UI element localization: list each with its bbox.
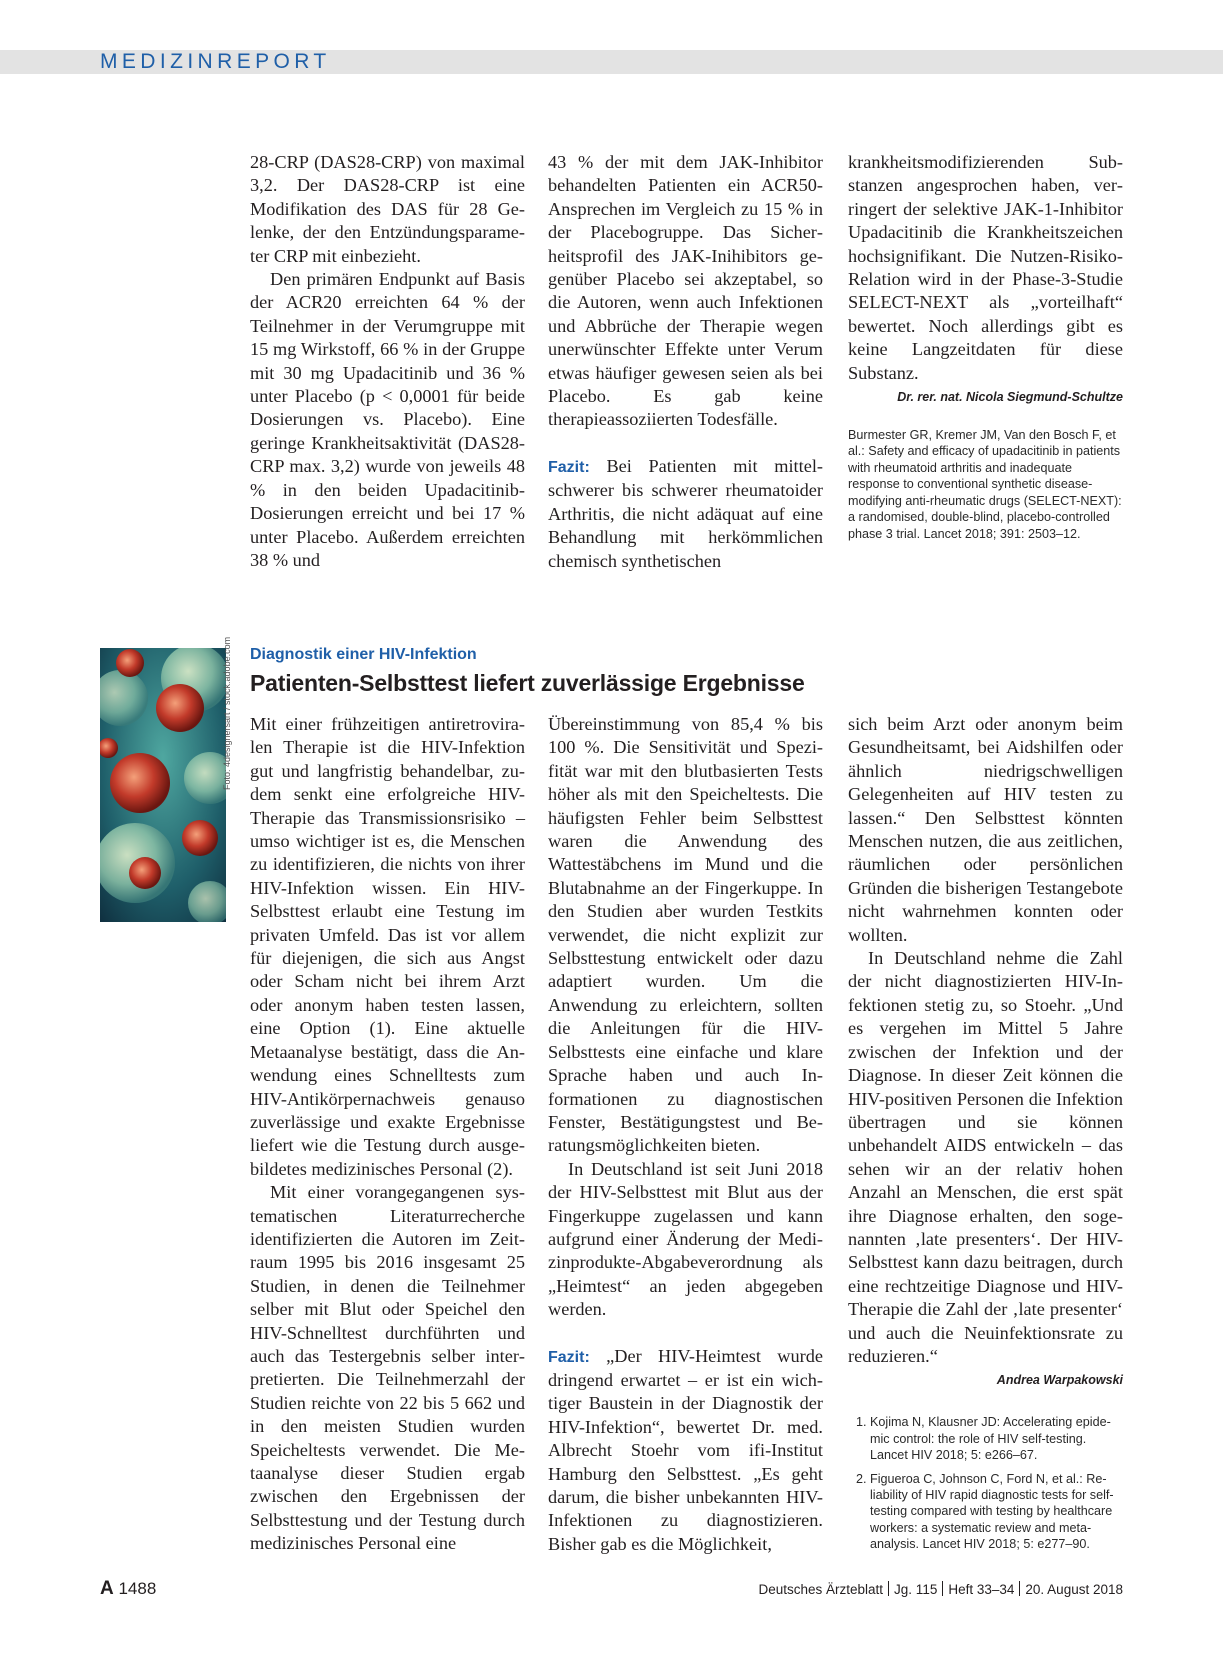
reference-text: Kojima N, Klausner JD: Accelerating epidemic control: the role of HIV self-testing. Lancet HIV 2018; 5: e266–67. [870, 1415, 1111, 1462]
section-label: MEDIZINREPORT [100, 50, 331, 73]
paragraph: 28-CRP (DAS28-CRP) von maximal 3,2. Der DAS28-CRP ist eine Modifikation des DAS für 28 Gelenke, der den Entzündungsparameter CRP mit einbezieht. [250, 152, 525, 266]
journal-date: 20. August 2018 [1025, 1582, 1123, 1597]
separator [942, 1581, 943, 1596]
photo-credit: Foto: 4designersart / stock.adobe.com [222, 636, 232, 790]
fazit-label: Fazit: [548, 1348, 590, 1366]
paragraph: krankheitsmodifizierenden Substanzen angesprochen haben, verringert der selektive JAK-1-Inhibitor Upadacitinib die Krankheitszeichen hochsignifikant. Die Nutzen-Risiko-Relation wird in der Phase-3-Studie SELECT-NEXT als „vorteilhaft“ bewertet. Noch allerdings gibt es keine Langzeitdaten für diese Substanz. [848, 152, 1123, 383]
page-number-value: 1488 [118, 1579, 157, 1598]
fazit-text: Bei Patienten mit mittelschwerer bis schwerer rheumatoider Arthritis, die nicht adäquat auf eine Behandlung mit herkömmlichen chemisch synthetischen [548, 455, 823, 571]
journal-issue: Heft 33–34 [948, 1582, 1015, 1597]
paragraph: Mit einer frühzeitigen antiretroviralen Therapie ist die HIV-Infektion gut und langfristig behandelbar, zudem senkt eine erfolgreiche HIV-Therapie das Transmissionsrisiko – umso wichtiger ist es, die Menschen zu identifizieren, die nichts von ihrer HIV-Infektion wissen. Ein HIV-Selbsttest erlaubt eine Testung im privaten Umfeld. Das ist vor allem für diejenigen, die sich aus Angst oder Scham nicht bei ihrem Arzt oder anonym haben testen lassen, eine Option (1). Eine aktuelle Metaanalyse bestätigt, dass die Anwendung eines Schnelltests zum HIV-Antikörpernachweis genauso zuverlässige und exakte Ergebnisse liefert wie die Testung durch ausgebildetes medizinisches Personal (2). [250, 714, 525, 1179]
separator [1019, 1581, 1020, 1596]
hiv-article-column-1 [250, 713, 525, 1556]
reference-text: Figueroa C, Johnson C, Ford N, et al.: Reliability of HIV rapid diagnostic tests for self-testing compared with testing by healthcare workers: a systematic review and meta-analysis. Lancet HIV 2018; 5: e277–90. [870, 1471, 1114, 1551]
paragraph: Mit einer vorangegangenen systematischen Literaturrecherche identifizierten die Autoren im Zeitraum 1995 bis 2016 insgesamt 25 Studien, in denen die Teilnehmer selber mit Blut oder Speichel den HIV-Schnelltest durchführten und auch das Testergebnis selber interpretierten. Die Teilnehmerzahl der Studien reichte von 22 bis 5 662 und in den meisten Studien wurden Speicheltests verwendet. Die Metaanalyse dieser Studien ergab zwischen den Ergebnissen der Selbsttestung und der Testung durch medizinisches Personal eine [250, 1182, 525, 1554]
virus-illustration [100, 648, 226, 922]
journal-volume: Jg. 115 [894, 1582, 938, 1597]
reference-list [848, 1414, 1123, 1552]
paragraph: Den primären Endpunkt auf Basis der ACR20 erreichten 64 % der Teilnehmer in der Verumgruppe mit 15 mg Wirkstoff, 66 % in der Gruppe mit 30 mg Upadacitinib und 36 % unter Placebo (p < 0,0001 für beide Dosierungen vs. Placebo). Eine geringe Krankheitsaktivität (DAS28-CRP max. 3,2) wurde von jeweils 48 % in den beiden Upadacitinib-Dosierungen erreicht und bei 17 % unter Placebo. Außerdem erreichten 38 % und [250, 269, 525, 570]
hiv-article-column-2 [548, 713, 823, 1556]
page-number [100, 1578, 156, 1600]
paragraph: sich beim Arzt oder anonym beim Gesundheitsamt, bei Aidshilfen oder ähnlich niedrigschwelligen Gelegenheiten auf HIV testen zu lassen.“ Den Selbsttest könnten Menschen nutzen, die aus zeitlichen, räumlichen oder persönlichen Gründen die bisherigen Testangebote nicht wahrnehmen konnten oder wollten. [848, 714, 1123, 945]
top-article-column-1 [250, 151, 525, 572]
paragraph: 43 % der mit dem JAK-Inhibitor behandelten Patienten ein ACR50-Ansprechen im Vergleich zu 15 % in der Placebogruppe. Das Sicherheitsprofil des JAK-Inihibitors gegenüber Placebo sei akzeptabel, so die Autoren, wenn auch Infektionen und Abbrüche der Therapie wegen unerwünschter Effekte unter Verum etwas häufiger gewesen seien als bei Placebo. Es gab keine therapieassoziierten Todesfälle. [548, 152, 823, 430]
top-article-column-2 [548, 151, 823, 573]
fazit-paragraph [548, 1345, 823, 1557]
paragraph: Übereinstimmung von 85,4 % bis 100 %. Die Sensitivität und Spezifität war mit den blutbasierten Tests höher als mit den Speicheltests. Die häufigsten Fehler beim Selbsttest waren die Anwendung des Wattestäbchens im Mund und die Blutabnahme an der Fingerkuppe. In den Studien aber wurden Testkits verwendet, die nicht explizit zur Selbsttestung entwickelt oder dazu adaptiert wurden. Um die Anwendung zu erleichtern, sollten die Anleitungen für die HIV-Selbsttests eine einfache und klare Sprache haben und auch Informationen zu diagnostischen Fenster, Bestätigungstest und Beratungsmöglichkeiten bieten. [548, 714, 823, 1156]
reference-item [856, 1471, 1123, 1552]
fazit-paragraph [548, 455, 823, 573]
article-title: Patienten-Selbsttest liefert zuverlässige Ergebnisse [250, 670, 805, 696]
reference-item [856, 1414, 1123, 1463]
article-kicker: Diagnostik einer HIV-Infektion [250, 646, 477, 663]
journal-footer [758, 1580, 1123, 1600]
paragraph: In Deutschland nehme die Zahl der nicht diagnostizierten HIV-Infektionen stetig zu, so Stoehr. „Und es vergehen im Mittel 5 Jahre zwischen der Infektion und der Diagnose. In dieser Zeit können die HIV-positiven Personen die Infektion übertragen und sie können unbehandelt AIDS entwickeln – das sehen wir an der relativ hohen Anzahl an Menschen, die erst spät ihre Diagnose erhalten, den sogenannten ‚late presenters‘. Der HIV-Selbsttest kann dazu beitragen, durch eine rechtzeitige Diagnose und HIV-Therapie die Zahl der ‚late presenter‘ und auch die Neuinfektionsrate zu reduzieren.“ [848, 948, 1123, 1366]
author-byline: Andrea Warpakowski [996, 1373, 1123, 1388]
fazit-text: „Der HIV-Heimtest wurde dringend erwartet – er ist ein wichtiger Baustein in der Diagnostik der HIV-Infektion“, bewertet Dr. med. Albrecht Stoehr vom ifi-Institut Hamburg den Selbsttest. „Es geht darum, die bisher unbekannten HIV-Infektionen zu diagnostizieren. Bisher gab es die Möglichkeit, [548, 1345, 823, 1554]
separator [888, 1581, 889, 1596]
virus-photo [100, 648, 226, 922]
paragraph: In Deutschland ist seit Juni 2018 der HIV-Selbsttest mit Blut aus der Fingerkuppe zugelassen und kann aufgrund einer Änderung der Medizinprodukte-Abgabeverordnung als „Heimtest“ an jeden abgegeben werden. [548, 1158, 823, 1320]
reference-number: 2. [856, 1471, 867, 1486]
reference-number: 1. [856, 1415, 867, 1430]
page-prefix: A [100, 1578, 114, 1599]
top-article-column-3 [848, 151, 1123, 542]
hiv-article-column-3 [848, 713, 1123, 1560]
fazit-label: Fazit: [548, 458, 590, 476]
reference: Burmester GR, Kremer JM, Van den Bosch F, et al.: Safety and efficacy of upadacitinib in patients with rheumatoid arthritis and inadequate response to conventional synthetic disease-modifying anti-rheumatic drugs (SELECT-NEXT): a randomised, double-blind, placebo-controlled phase 3 trial. Lancet 2018; 391: 2503–12. [848, 428, 1122, 541]
journal-name: Deutsches Ärzteblatt [758, 1582, 884, 1597]
author-byline: Dr. rer. nat. Nicola Siegmund-Schultze [897, 390, 1123, 405]
